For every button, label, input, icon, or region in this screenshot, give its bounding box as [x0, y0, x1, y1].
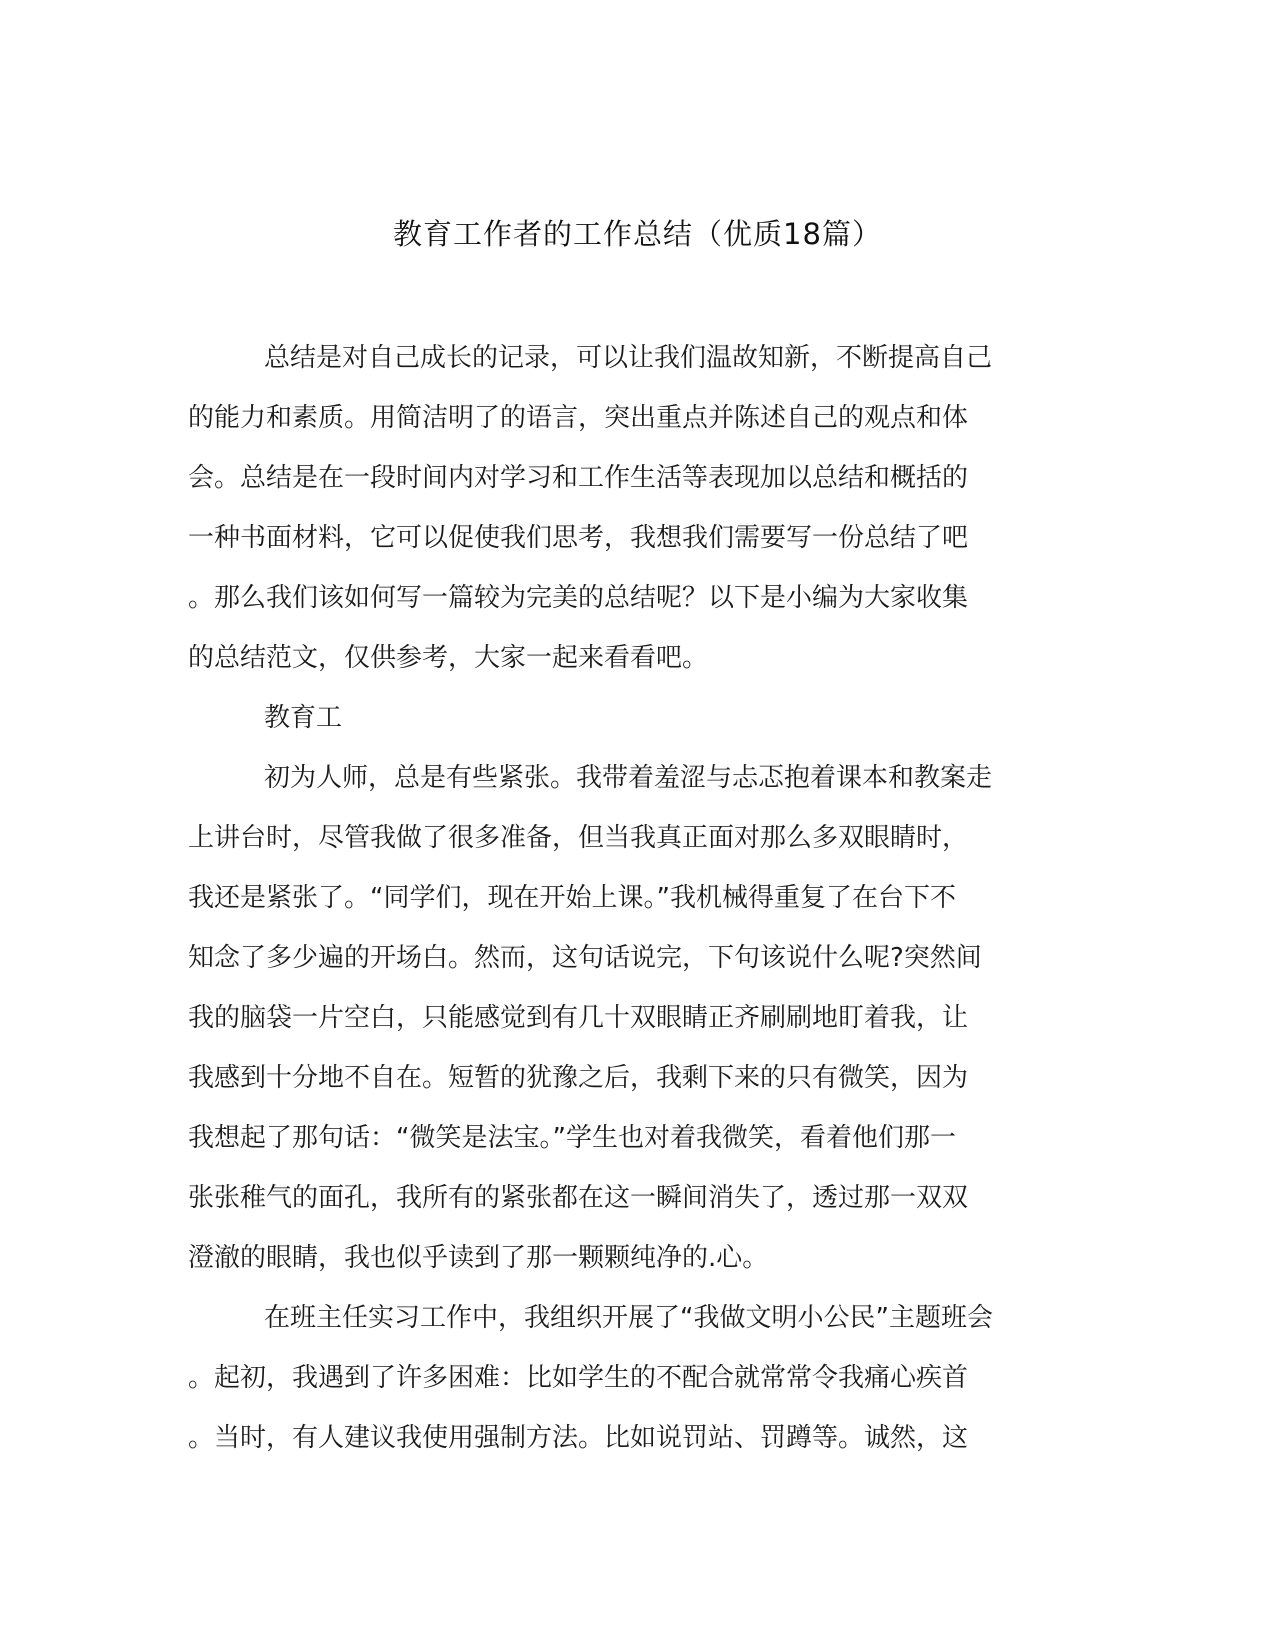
body-line: 。那么我们该如何写一篇较为完美的总结呢？以下是小编为大家收集: [188, 583, 969, 613]
body-line: 我想起了那句话：“微笑是法宝。”学生也对着我微笑，看着他们那一: [188, 1123, 956, 1153]
body-line: 。起初，我遇到了许多困难：比如学生的不配合就常常令我痛心疾首: [188, 1363, 969, 1393]
body-line: 知念了多少遍的开场白。然而，这句话说完，下句该说什么呢?突然间: [188, 943, 982, 973]
body-line: 。当时，有人建议我使用强制方法。比如说罚站、罚蹲等。诚然，这: [188, 1423, 969, 1453]
body-line: 初为人师，总是有些紧张。我带着羞涩与忐忑抱着课本和教案走: [264, 763, 993, 793]
body-line: 我还是紧张了。“同学们，现在开始上课。”我机械得重复了在台下不: [188, 883, 956, 913]
body-line: 的总结范文，仅供参考，大家一起来看看吧。: [188, 643, 709, 673]
body-line: 的能力和素质。用简洁明了的语言，突出重点并陈述自己的观点和体: [188, 403, 969, 433]
body-line: 教育工: [264, 703, 343, 733]
body-line: 总结是对自己成长的记录，可以让我们温故知新，不断提高自己: [264, 343, 993, 373]
document-body: [188, 328, 1068, 1468]
body-line: 一种书面材料，它可以促使我们思考，我想我们需要写一份总结了吧: [188, 523, 969, 553]
document-title: 教育工作者的工作总结（优质18篇）: [393, 217, 882, 251]
body-line: 澄澈的眼睛，我也似乎读到了那一颗颗纯净的.心。: [188, 1243, 769, 1273]
body-line: 在班主任实习工作中，我组织开展了“我做文明小公民”主题班会: [264, 1303, 993, 1333]
body-line: 上讲台时，尽管我做了很多准备，但当我真正面对那么多双眼睛时，: [188, 823, 969, 853]
body-line: 我的脑袋一片空白，只能感觉到有几十双眼睛正齐刷刷地盯着我，让: [188, 1003, 969, 1033]
body-line: 张张稚气的面孔，我所有的紧张都在这一瞬间消失了，透过那一双双: [188, 1183, 969, 1213]
body-line: 会。总结是在一段时间内对学习和工作生活等表现加以总结和概括的: [188, 463, 969, 493]
body-line: 我感到十分地不自在。短暂的犹豫之后，我剩下来的只有微笑，因为: [188, 1063, 969, 1093]
